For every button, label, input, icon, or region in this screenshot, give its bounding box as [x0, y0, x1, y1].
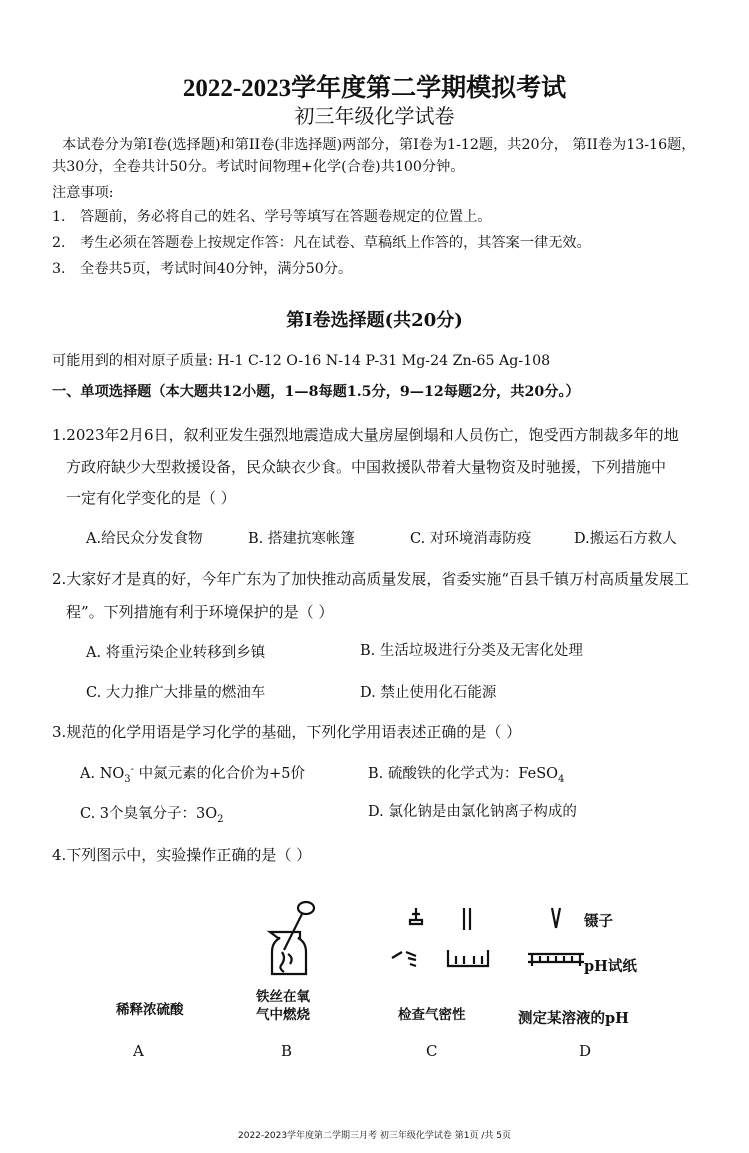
label-dilute-acid: 稀释浓硫酸 — [116, 1002, 184, 1018]
label-measure-ph: 测定某溶液的pH — [518, 1010, 629, 1027]
figure-letter-c: C — [426, 1042, 438, 1060]
label-iron-burn-1: 铁丝在氧 — [256, 989, 310, 1005]
figure-c-apparatus-icon — [386, 904, 496, 976]
note-2-text: 考生必须在答题卷上按规定作答：凡在试卷、草稿纸上作答的，其答案一律无效。 — [80, 235, 591, 251]
q3-option-c-pre: C. 3个臭氧分子：3O — [80, 806, 218, 822]
note-1-text: 答题前，务必将自己的姓名、学号等填写在答题卷规定的位置上。 — [80, 209, 492, 225]
section-title: 第I卷选择题(共20分) — [286, 310, 463, 331]
q4-line-1: 4.下列图示中，实验操作正确的是（ ） — [52, 846, 312, 864]
q1-option-c: C. 对环境消毒防疫 — [410, 531, 532, 547]
q3-option-a-sup: - — [130, 764, 135, 776]
part-heading: 一、单项选择题（本大题共12小题，1—8每题1.5分，9—12每题2分，共20分。） — [52, 384, 580, 400]
q2-line-1: 2.大家好才是真的好，今年广东为了加快推动高质量发展，省委实施“百县千镇万村高质量发展工 — [52, 570, 689, 588]
page-footer: 2022-2023学年度第二学期三月考 初三年级化学试卷 第1页 /共 5页 — [238, 1131, 511, 1141]
q1-line-2: 方政府缺少大型救援设备，民众缺衣少食。中国救援队带着大量物资及时驰援，下列措施中 — [66, 458, 667, 476]
q2-option-a: A. 将重污染企业转移到乡镇 — [86, 645, 266, 661]
q2-option-d: D. 禁止使用化石能源 — [360, 685, 497, 701]
q2-option-b: B. 生活垃圾进行分类及无害化处理 — [360, 643, 583, 659]
q3-option-a-post: 中氮元素的化合价为+5价 — [134, 766, 306, 782]
label-ph-paper: pH试纸 — [584, 958, 637, 975]
figure-letter-d: D — [579, 1042, 592, 1060]
q3-option-b-pre: B. 硫酸铁的化学式为：FeSO — [368, 766, 559, 782]
label-iron-burn-2: 气中燃烧 — [256, 1007, 310, 1023]
q1-option-a: A.给民众分发食物 — [86, 531, 203, 547]
q3-option-c — [80, 802, 224, 825]
q2-line-2: 程”。下列措施有利于环境保护的是（ ） — [66, 603, 334, 621]
q3-option-a-sub: 3 — [124, 773, 131, 785]
q3-option-a — [80, 762, 305, 785]
intro-line-1: 本试卷分为第I卷(选择题)和第II卷(非选择题)两部分，第I卷为1-12题，共20分， 第II卷为13-16题， — [62, 137, 696, 153]
q3-option-a-pre: A. NO — [80, 766, 125, 782]
q1-option-d: D.搬运石方救人 — [574, 531, 677, 547]
notes-heading: 注意事项: — [52, 185, 114, 201]
note-2-num: 2. — [52, 235, 66, 251]
label-airtightness: 检查气密性 — [398, 1007, 466, 1023]
note-3-num: 3. — [52, 261, 66, 277]
figure-letter-b: B — [281, 1042, 293, 1060]
q1-line-3: 一定有化学变化的是（ ） — [66, 489, 236, 507]
figure-d-ph-icon — [524, 904, 588, 976]
q3-line-1: 3.规范的化学用语是学习化学的基础，下列化学用语表述正确的是（ ） — [52, 723, 522, 741]
exam-subtitle: 初三年级化学试卷 — [294, 106, 455, 128]
q1-option-b: B. 搭建抗寒帐篷 — [248, 531, 355, 547]
q3-option-b-sub: 4 — [558, 773, 565, 785]
figure-b-bottle-icon — [258, 898, 328, 982]
exam-title: 2022-2023学年度第二学期模拟考试 — [182, 75, 567, 102]
q1-line-1: 1.2023年2月6日，叙利亚发生强烈地震造成大量房屋倒塌和人员伤亡，饱受西方制裁多年的地 — [52, 426, 679, 444]
note-1-num: 1. — [52, 209, 66, 225]
note-3-text: 全卷共5页，考试时间40分钟，满分50分。 — [80, 261, 353, 277]
q3-option-d: D. 氯化钠是由氯化钠离子构成的 — [368, 804, 577, 820]
label-tweezers: 镊子 — [584, 913, 613, 930]
q2-option-c: C. 大力推广大排量的燃油车 — [86, 685, 266, 701]
q3-option-c-sub: 2 — [217, 813, 224, 825]
q3-option-b — [368, 762, 564, 785]
figure-letter-a: A — [133, 1042, 144, 1060]
atomic-masses: 可能用到的相对原子质量: H-1 C-12 O-16 N-14 P-31 Mg-24 Zn-65 Ag-108 — [52, 353, 551, 369]
intro-line-2: 共30分，全卷共计50分。考试时间物理+化学(合卷)共100分钟。 — [52, 159, 465, 175]
